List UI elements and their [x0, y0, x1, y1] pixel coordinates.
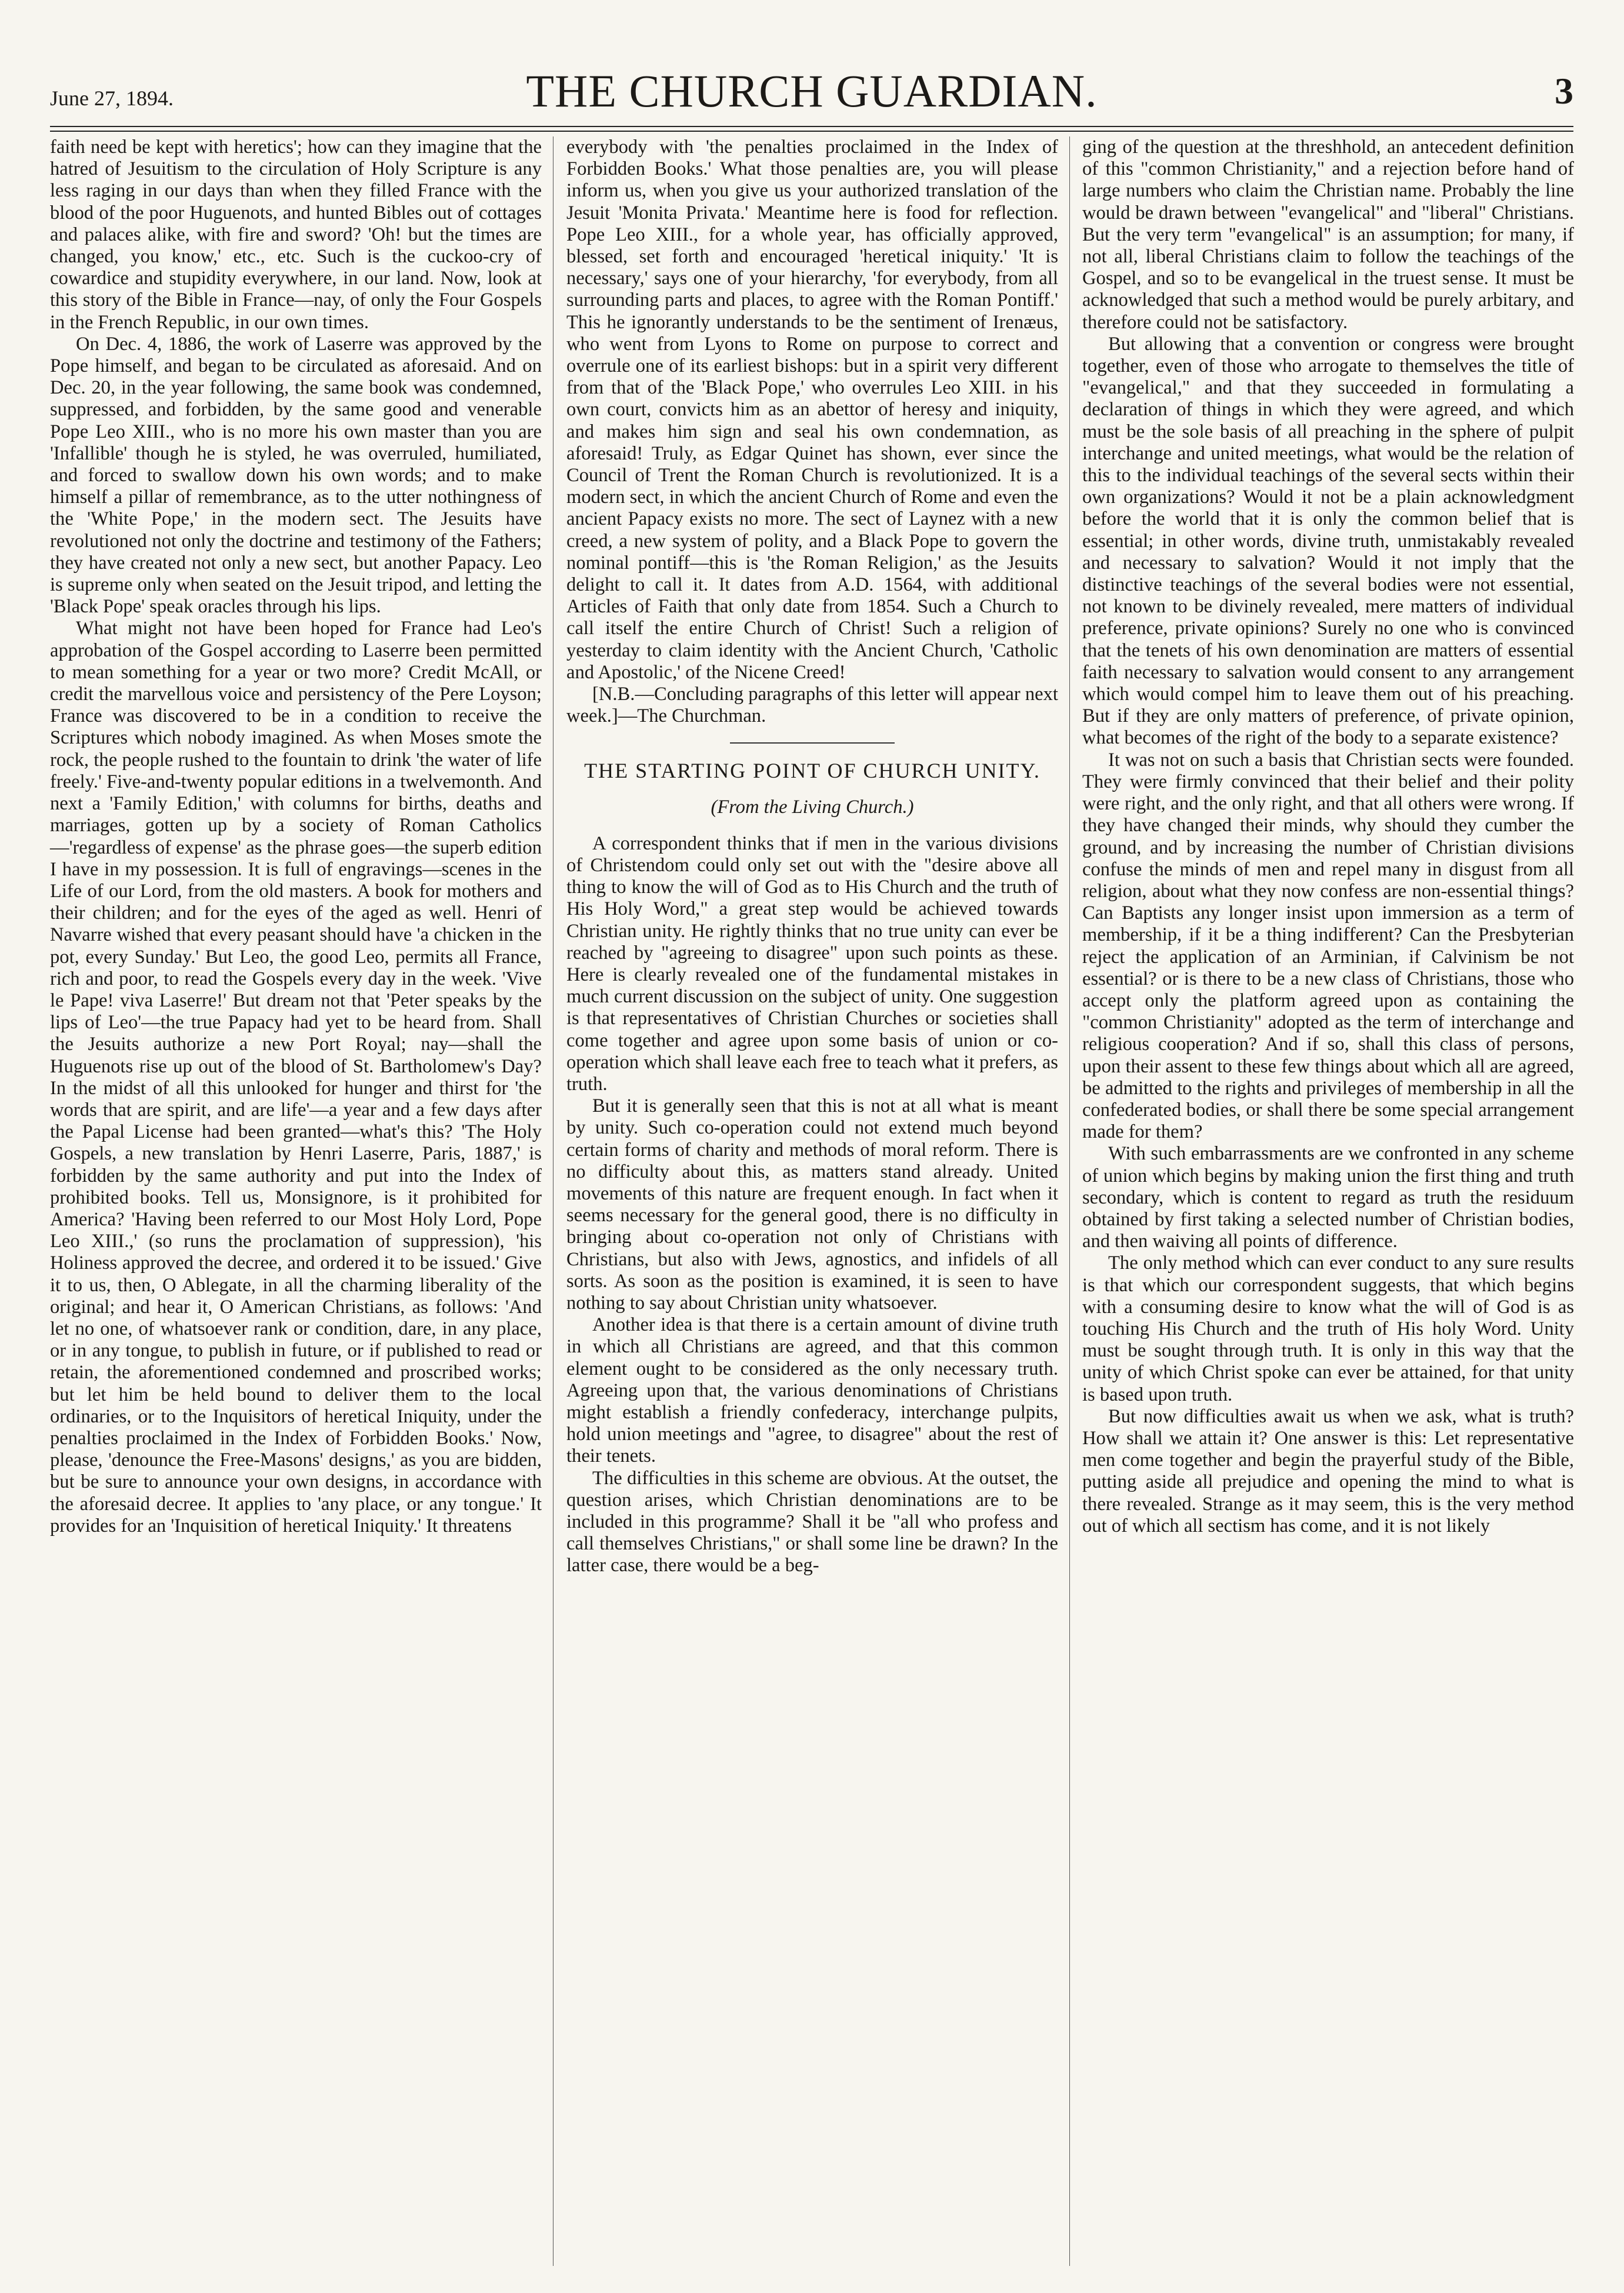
paragraph: ging of the question at the threshhold, an antecedent definition of this "common Christianity," and a rejection before hand of large numbers who claim the Christian name. Probably the line would be drawn between "evangelical" and "liberal" Christians. But the very term "evangelical" is an assumption; for many, if not all, liberal Christians claim to follow the teachings of the Gospel, and so to be evangelical in the truest sense. It must be acknowledged that such a method would be purely arbitary, and therefore could not be satisfactory.: [1082, 136, 1574, 333]
paragraph: faith need be kept with heretics'; how can they imagine that the hatred of Jesuitism to the circulation of Holy Scripture is any less raging in our days than when they filled France with the blood of the poor Huguenots, and hunted Bibles out of cottages and palaces alike, with fire and sword? 'Oh! but the times are changed, you know,' etc., etc. Such is the cuckoo-cry of cowardice and stupidity everywhere, in our land. Now, look at this story of the Bible in France—nay, of only the Four Gospels in the French Republic, in our own times.: [50, 136, 542, 333]
paragraph: What might not have been hoped for France had Leo's approbation of the Gospel according to Laserre been permitted to mean something for a year or two more? Credit McAll, or credit the marvellous voice and persistency of the Pere Loyson; France was discovered to be in a condition to receive the Scriptures which nobody imagined. As when Moses smote the rock, the people rushed to the fountain to drink 'the water of life freely.' Five-and-twenty popular editions in a twelvemonth. And next a 'Family Edition,' with columns for births, deaths and marriages, gotten up by a society of Roman Catholics—'regardless of expense' as the phrase goes—the superb edition I have in my possession. It is full of engravings—scenes in the Life of our Lord, from the old masters. A book for mothers and their children; and for the eyes of the aged as well. Henri of Navarre wished that every peasant should have 'a chicken in the pot, every Sunday.' But Leo, the good Leo, permits all France, rich and poor, to read the Gospels every day in the week. 'Vive le Pape! viva Laserre!' But dream not that 'Peter speaks by the lips of Leo'—the true Papacy had yet to be heard from. Shall the Jesuits authorize a new Port Royal; nay—shall the Huguenots rise up out of the blood of St. Bartholomew's Day? In the midst of all this unlooked for hunger and thirst for 'the words that are spirit, and are life'—a year and a few days after the Papal License had been granted—what's this? 'The Holy Gospels, a new translation by Henri Laserre, Paris, 1887,' is forbidden by the same authority and put into the Index of prohibited books. Tell us, Monsignore, is it prohibited for America? 'Having been referred to our Most Holy Lord, Pope Leo XIII.,' (so runs the proclamation of suppression), 'his Holiness approved the decree, and ordered it to be issued.' Give it to us, then, O Ablegate, in all the charming liberality of the original; and hear it, O American Christians, as follows: 'And let no one, of whatsoever rank or condition, dare, in any place, or in any tongue, to publish in future, or if published to read or retain, the aforementioned condemned and proscribed works; but let him be held bound to deliver them to the local ordinaries, or to the Inquisitors of heretical Iniquity, under the penalties proclaimed in the Index of Forbidden Books.' Now, please, 'denounce the Free-Masons' designs,' as you are bidden, but be sure to announce your own designs, in accordance with the aforesaid decree. It applies to 'any place, or any tongue.' It provides for an 'Inquisition of heretical Iniquity.' It threatens: [50, 618, 542, 1537]
paragraph: But allowing that a convention or congress were brought together, even of those who arrogate to themselves the title of "evangelical," and that they succeeded in formulating a declaration of things in which they were agreed, and which must be the sole basis of all preaching in the sphere of pulpit interchange and united meetings, what would be the relation of this to the individual teachings of the several sects within their own organizations? Would it not be a plain acknowledgment before the world that it is only the common belief that is essential; in other words, divine truth, unmistakably revealed and necessary to salvation? Would it not imply that the distinctive teachings of the several bodies were not essential, not known to be divinely revealed, mere matters of individual preference, private opinions? Surely no one who is convinced that the tenets of his own denomination are matters of essential faith necessary to salvation would consent to any arrangement which would compel him to leave them out of his preaching. But if they are only matters of preference, of private opinion, what becomes of the right of the body to a separate existence?: [1082, 333, 1574, 749]
paragraph: But now difficulties await us when we ask, what is truth? How shall we attain it? One answer is this: Let representative men come together and begin the prayerful study of the Bible, putting aside all prejudice and opening the mind to what is there revealed. Strange as it may seem, this is the very method out of which all sectism has come, and it is not likely: [1082, 1405, 1574, 1537]
paper-title: THE CHURCH GUARDIAN.: [526, 65, 1098, 116]
paragraph: everybody with 'the penalties proclaimed in the Index of Forbidden Books.' What those penalties are, you will please inform us, when you give us your authorized translation of the Jesuit 'Monita Privata.' Meantime here is food for reflection. Pope Leo XIII., for a whole year, has officially approved, blessed, set forth and encouraged 'heretical iniquity.' 'It is necessary,' says one of your hierarchy, 'for everybody, from all surrounding parts and places, to agree with the Roman Pontiff.' This he ignorantly understands to be the sentiment of Irenæus, who went from Lyons to Rome on purpose to correct and overrule one of its earliest bishops: but in a spirit very different from that of the 'Black Pope,' who overrules Leo XIII. in his own court, convicts him as an abettor of heresy and iniquity, and makes him sign and seal his own condemnation, as aforesaid! Truly, as Edgar Quinet has shown, ever since the Council of Trent the Roman Church is revolutionized. It is a modern sect, in which the ancient Church of Rome and even the ancient Papacy exists no more. The sect of Laynez with a new creed, a new system of polity, and a Black Pope to govern the nominal pontiff—this is 'the Roman Religion,' as the Jesuits delight to call it. It dates from A.D. 1564, with additional Articles of Faith that only date from 1854. Such a Church to call itself the entire Church of Christ! Such a religion of yesterday to claim identity with the Ancient Church, 'Catholic and Apostolic,' of the Nicene Creed!: [566, 136, 1058, 683]
issue-date: June 27, 1894.: [50, 86, 174, 110]
paragraph: The only method which can ever conduct to any sure results is that which our correspondent suggests, that which begins with a consuming desire to know what the will of God is as touching His Church and the truth of His holy Word. Unity must be sought through truth. It is only in this way that the unity of which Christ spoke can ever be attained, for that unity is based upon truth.: [1082, 1252, 1574, 1405]
page-number: 3: [1555, 70, 1573, 112]
paragraph: The difficulties in this scheme are obvious. At the outset, the question arises, which Christian denominations are to be included in this programme? Shall it be "all who profess and call themselves Christians," or shall some line be drawn? In the latter case, there would be a beg-: [566, 1467, 1058, 1577]
paragraph: With such embarrassments are we confronted in any scheme of union which begins by making union the first thing and truth secondary, which is content to regard as truth the residuum obtained by first taking a selected number of Christian bodies, and then waiving all points of difference.: [1082, 1143, 1574, 1252]
paragraph: [N.B.—Concluding paragraphs of this letter will appear next week.]—The Churchman.: [566, 684, 1058, 727]
paragraph: A correspondent thinks that if men in the various divisions of Christendom could only set out with the "desire above all thing to know the will of God as to His Church and the truth of His Holy Word," a great step would be achieved towards Christian unity. He rightly thinks that no true unity can ever be reached by "agreeing to disagree" upon such points as these. Here is clearly revealed one of the fundamental mistakes in much current discussion on the subject of unity. One suggestion is that representatives of Christian Churches or societies shall come together and agree upon some basis of union or co-operation which shall leave each free to teach what it prefers, as truth.: [566, 832, 1058, 1095]
column-1: [50, 136, 542, 1537]
column-2: [566, 136, 1058, 1577]
column-divider: [1069, 136, 1070, 2266]
header-rule: [50, 126, 1573, 132]
paragraph: On Dec. 4, 1886, the work of Laserre was approved by the Pope himself, and began to be circulated as aforesaid. And on Dec. 20, in the year following, the same book was condemned, suppressed, and forbidden, by the same good and venerable Pope Leo XIII., who is no more his own master than you are 'Infallible' though he is styled, he was overruled, humiliated, and forced to swallow down his own words; and to make himself a pillar of remembrance, as to the utter nothingness of the 'White Pope,' in the modern sect. The Jesuits have revolutioned not only the doctrine and testimony of the Fathers; they have created not only a new sect, but another Papacy. Leo is supreme only when seated on the Jesuit tripod, and letting the 'Black Pope' speak oracles through his lips.: [50, 333, 542, 618]
article-title: THE STARTING POINT OF CHURCH UNITY.: [584, 759, 1041, 783]
paragraph: It was not on such a basis that Christian sects were founded. They were firmly convinced that their belief and their polity were right, and the only right, and that all others were wrong. If they have changed their minds, why should they cumber the ground, and by increasing the number of Christian divisions confuse the minds of men and repel many in disgust from all religion, about what they now confess are non-essential things? Can Baptists any longer insist upon immersion as a term of membership, if it be a thing indifferent? Can the Presbyterian reject the application of an Arminian, if Calvinism be not essential? or is there to be a new class of Christians, those who accept only the platform agreed upon as containing the "common Christianity" adopted as the term of interchange and religious cooperation? And if so, shall this class of persons, upon their assent to these few things about which all are agreed, be admitted to the rights and privileges of membership in all the confederated bodies, or shall there be some special arrangement made for them?: [1082, 749, 1574, 1143]
masthead: [50, 65, 1573, 124]
article-source: (From the Living Church.): [711, 796, 914, 818]
column-3: [1082, 136, 1574, 1537]
paragraph: Another idea is that there is a certain amount of divine truth in which all Christians are agreed, and that this common element ought to be considered as the only necessary truth. Agreeing upon that, the various denominations of Christians might establish a friendly confederacy, interchange pulpits, hold union meetings and "agree, to disagree" about the rest of their tenets.: [566, 1314, 1058, 1467]
section-divider: [730, 742, 895, 744]
paragraph: But it is generally seen that this is not at all what is meant by unity. Such co-operation could not extend much beyond certain forms of charity and methods of moral reform. There is no difficulty about this, as matters stand already. United movements of this nature are frequent enough. In fact when it seems necessary for the general good, there is no difficulty in bringing about co-operation not only of Christians with Christians, but also with Jews, agnostics, and infidels of all sorts. As soon as the position is examined, it is seen to have nothing to say about Christian unity whatsoever.: [566, 1095, 1058, 1314]
